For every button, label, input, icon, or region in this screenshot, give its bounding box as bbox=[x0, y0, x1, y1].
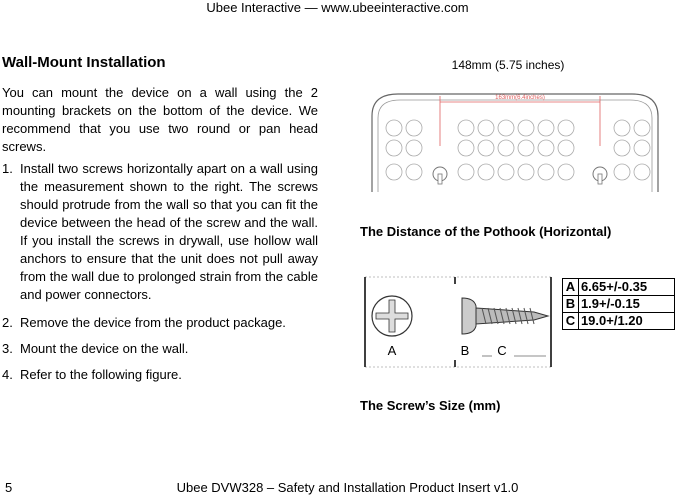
device-outline bbox=[372, 94, 658, 192]
screw-size-table bbox=[562, 278, 675, 330]
vent-hole bbox=[478, 120, 494, 136]
table-row bbox=[563, 279, 675, 296]
vent-hole bbox=[518, 164, 534, 180]
screw-head-top-view bbox=[372, 296, 412, 336]
vent-hole bbox=[498, 140, 514, 156]
vent-hole bbox=[634, 140, 650, 156]
vent-hole bbox=[614, 120, 630, 136]
vent-hole bbox=[538, 164, 554, 180]
vent-hole bbox=[518, 120, 534, 136]
installation-steps bbox=[2, 160, 318, 384]
vent-hole bbox=[478, 164, 494, 180]
screw-size-caption: The Screw’s Size (mm) bbox=[360, 398, 501, 413]
pothook-caption: The Distance of the Pothook (Horizontal) bbox=[360, 224, 612, 239]
device-bottom-drawing bbox=[358, 86, 672, 192]
screw-label-c: C bbox=[497, 343, 507, 358]
vent-pattern bbox=[386, 120, 650, 180]
vent-hole bbox=[406, 140, 422, 156]
step-number: 1. bbox=[2, 161, 13, 176]
vent-hole bbox=[386, 140, 402, 156]
size-value: 6.65+/-0.35 bbox=[578, 279, 674, 296]
vent-hole bbox=[406, 120, 422, 136]
page-footer: Ubee DVW328 – Safety and Installation Product Insert v1.0 bbox=[176, 480, 519, 495]
vent-hole bbox=[478, 140, 494, 156]
table-row bbox=[563, 313, 675, 330]
screw-drawing bbox=[364, 276, 554, 368]
step-item bbox=[2, 340, 318, 358]
dimension-line bbox=[440, 96, 600, 146]
step-number: 3. bbox=[2, 341, 13, 356]
step-text: Mount the device on the wall. bbox=[20, 341, 189, 356]
pothook-right bbox=[593, 167, 607, 184]
vent-hole bbox=[558, 140, 574, 156]
drawing-dimension-text: 163mm(6.4inches) bbox=[495, 95, 545, 101]
size-value: 1.9+/-0.15 bbox=[578, 296, 674, 313]
step-text: Remove the device from the product package. bbox=[20, 315, 286, 330]
vent-hole bbox=[614, 140, 630, 156]
vent-hole bbox=[458, 120, 474, 136]
step-text: Refer to the following figure. bbox=[20, 367, 182, 382]
vent-hole bbox=[406, 164, 422, 180]
size-key: B bbox=[563, 296, 579, 313]
vent-hole bbox=[538, 120, 554, 136]
vent-hole bbox=[538, 140, 554, 156]
size-key: A bbox=[563, 279, 579, 296]
vent-hole bbox=[634, 120, 650, 136]
vent-hole bbox=[558, 164, 574, 180]
intro-paragraph: You can mount the device on a wall using the 2 mounting brackets on the bottom of the device. We recommend that you use two round or pan head screws. bbox=[2, 85, 318, 154]
step-number: 4. bbox=[2, 367, 13, 382]
vent-hole bbox=[558, 120, 574, 136]
size-value: 19.0+/1.20 bbox=[578, 313, 674, 330]
step-item bbox=[2, 366, 318, 384]
screw-side-view bbox=[462, 298, 548, 334]
size-key: C bbox=[563, 313, 579, 330]
section-title: Wall-Mount Installation bbox=[2, 54, 166, 71]
vent-hole bbox=[386, 120, 402, 136]
vent-hole bbox=[498, 164, 514, 180]
step-number: 2. bbox=[2, 315, 13, 330]
table-row bbox=[563, 296, 675, 313]
vent-hole bbox=[614, 164, 630, 180]
pothook-left bbox=[433, 167, 447, 184]
page-number: 5 bbox=[5, 480, 13, 495]
vent-hole bbox=[518, 140, 534, 156]
step-item bbox=[2, 160, 318, 304]
mounting-distance-label: 148mm (5.75 inches) bbox=[451, 58, 565, 72]
page-header: Ubee Interactive — www.ubeeinteractive.com bbox=[206, 0, 469, 15]
vent-hole bbox=[386, 164, 402, 180]
vent-hole bbox=[458, 164, 474, 180]
step-item bbox=[2, 314, 318, 332]
step-text: Install two screws horizontally apart on a wall using the measurement shown to the right. The screws should protrude from the wall so that you can fit the device between the head of the screw and the wall. If you install the screws in drywall, use hollow wall anchors to ensure that the unit does not pull away from the wall due to prolonged strain from the cable and power connectors. bbox=[20, 161, 318, 302]
vent-hole bbox=[634, 164, 650, 180]
vent-hole bbox=[458, 140, 474, 156]
screw-label-a: A bbox=[387, 343, 397, 358]
screw-label-b: B bbox=[460, 343, 470, 358]
vent-hole bbox=[498, 120, 514, 136]
